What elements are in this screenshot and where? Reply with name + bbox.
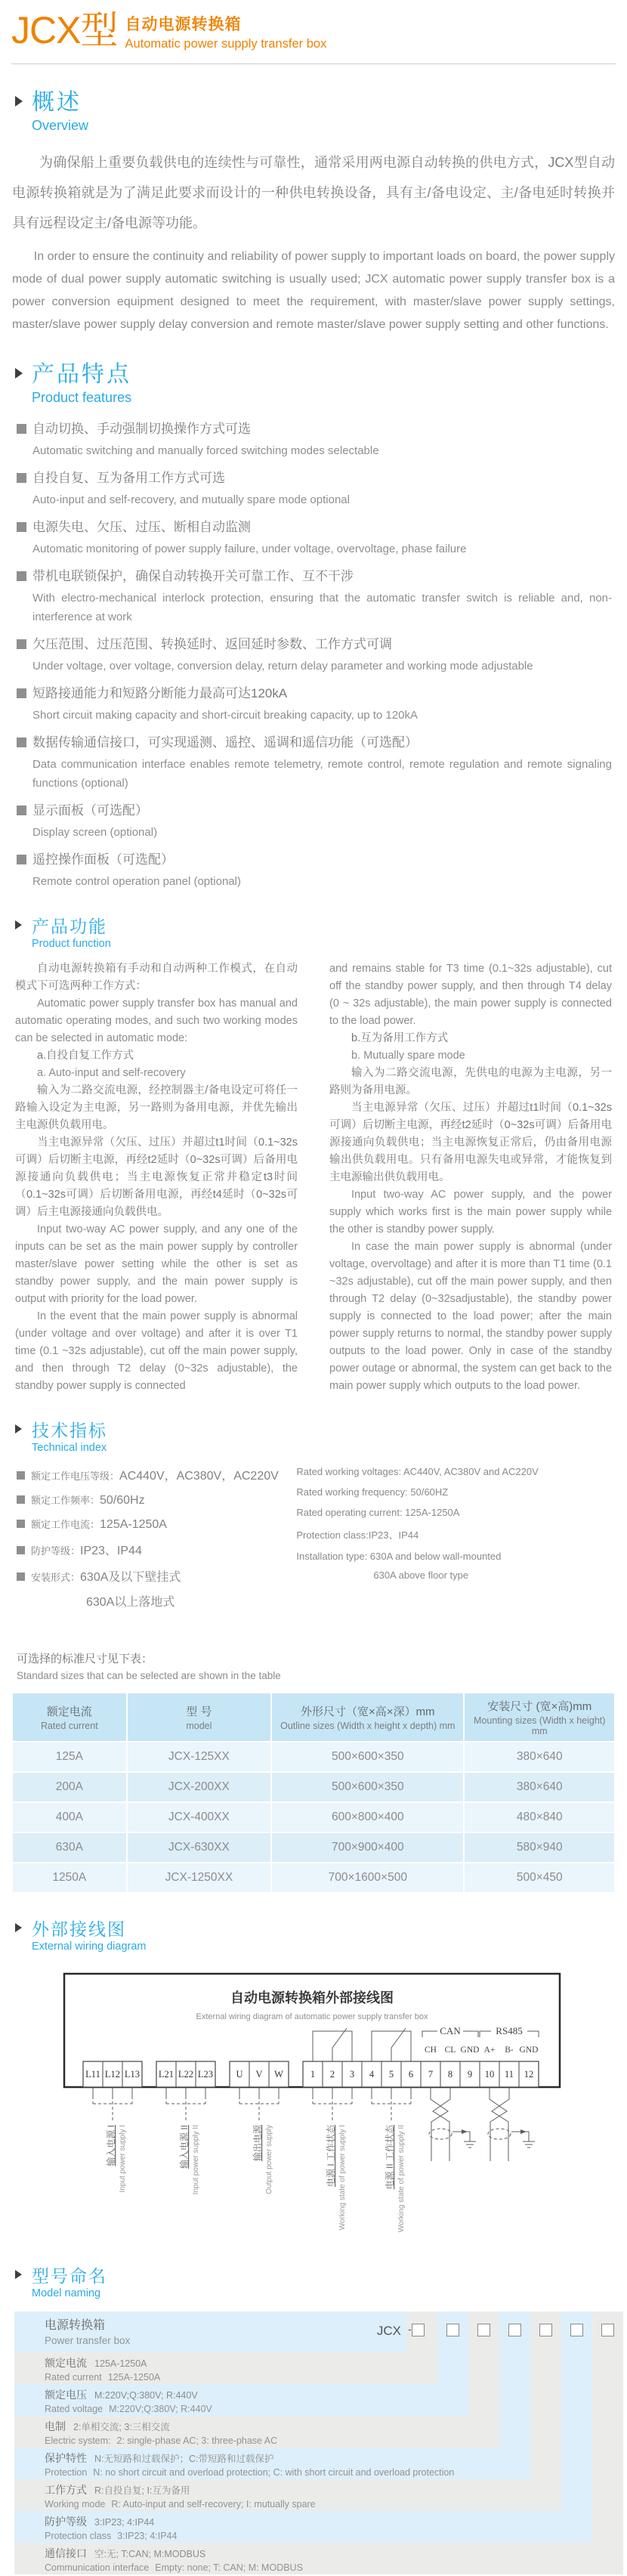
- svg-text:12: 12: [524, 2069, 534, 2080]
- feature-item: 自动切换、手动强制切换操作方式可选 Automatic switching and manually forced switching modes selectable: [17, 418, 612, 460]
- naming-row: 通信接口 空:无; T:CAN; M:MODBUS Communication interface Empty: none; T: CAN; M: MODBUS: [14, 2543, 623, 2574]
- square-bullet-icon: [17, 1546, 25, 1554]
- svg-text:W: W: [274, 2069, 283, 2080]
- svg-text:GND: GND: [519, 2046, 539, 2055]
- feature-item: 数据传输通信接口，可实现遥测、遥控、遥调和遥信功能（可选配） Data communication interface enables remote telemetry, remote control, remote regulation and remote signaling functions (optional): [17, 731, 612, 793]
- digit-box-4: [508, 2323, 521, 2336]
- square-bullet-icon: [17, 639, 26, 649]
- header-divider: [11, 63, 616, 64]
- triangle-icon: [15, 368, 23, 379]
- naming-row: 额定电压 M:220V;Q:380V; R:440V Rated voltage M:220V;Q:380V; R:440V: [14, 2384, 468, 2416]
- feature-list: [17, 418, 612, 891]
- square-bullet-icon: [17, 522, 26, 532]
- section-tech-heading: [14, 1421, 627, 1454]
- digit-box-5: [539, 2323, 552, 2336]
- naming-strip-7: [592, 2312, 623, 2574]
- feature-item: 带机电联锁保护，确保自动转换开关可靠工作、互不干涉 With electro-mechanical interlock protection, ensuring that the automatic transfer switch is reliable and, non-interference at work: [17, 565, 612, 626]
- function-left-column: 自动电源转换箱有手动和自动两种工作模式，在自动模式下可选两种工作方式： Automatic power supply transfer box has manual and automatic operating modes, and such two working modes can be selected in automatic mode: a.自投自复工作方式 a. Auto-input and self-recovery 输入为二路交流电源，经控制器主/备电设定可将任一路输入设定为主电源，另一路则为备用电源，并优先输出主电源供负载用电。 当主电源异常（欠压、过压）并超过t1时间（0.1~32s可调）后切断主电源，再经t2延时（0~32s可调）后备用电源接通向负载供电；当主电源恢复正常并稳定t3时间（0.1~32s可调）后切断备用电源，再经t4延时（0~32s可调）后主电源接通向负载供电。 Input two-way AC power supply, and any one of the inputs can be set as the main power supply by controller master/slave power setting while the other is set as standby power supply, and the main power supply is output with priority for the load power. In the event that the main power supply is abnormal (under voltage and over voltage) and after it is over T1 time (0.1 ~32s adjustable), cut off the main power supply, and then through T2 delay (0~32s adjustable), the standby power supply is connected: [15, 963, 298, 1392]
- table-row: 200A JCX-200XX 500×600×350 380×640: [12, 1772, 615, 1802]
- section-title-en: Technical index: [32, 1442, 107, 1454]
- naming-strip-6: [561, 2312, 592, 2543]
- model-code: JCX: [376, 2324, 401, 2338]
- function-columns: [15, 960, 612, 1395]
- svg-text:Input power supply II: Input power supply II: [192, 2125, 200, 2195]
- overview-paragraph-en: In order to ensure the continuity and reliability of power supply to important loads on board, the power supply mode of dual power supply automatic switching is usually used; JCX automatic power supply transfer box is a power conversion equipment designed to meet the requirement, with master/slave power supply settings, master/slave power supply delay conversion and remote master/slave power supply setting and other functions.: [12, 250, 615, 331]
- table-row: 1250A JCX-1250XX 700×1600×500 500×450: [12, 1863, 615, 1893]
- tech-item: 额定工作频率：50/60Hz: [17, 1492, 296, 1508]
- wiring-inner-title-en: External wiring diagram of automatic power supply transfer box: [196, 2012, 428, 2021]
- standard-sizes-table: [11, 1692, 616, 1894]
- wiring-inner-title-zh: 自动电源转换箱外部接线图: [230, 1990, 394, 2005]
- digit-placeholder-box: [412, 2324, 425, 2336]
- page-header: [0, 0, 627, 51]
- section-naming-heading: [14, 2266, 627, 2299]
- triangle-icon: [15, 920, 22, 929]
- svg-text:1: 1: [310, 2069, 316, 2080]
- svg-text:Working state of power supply: Working state of power supply II: [397, 2125, 406, 2233]
- section-overview-heading: [14, 90, 627, 134]
- section-title-en: External wiring diagram: [32, 1941, 147, 1953]
- svg-text:9: 9: [467, 2069, 473, 2080]
- svg-text:CL: CL: [444, 2046, 456, 2055]
- svg-text:GND: GND: [460, 2046, 480, 2055]
- naming-row: 额定电流 125A-1250A Rated current 125A-1250A: [14, 2352, 437, 2384]
- square-bullet-icon: [17, 738, 26, 747]
- svg-text:8: 8: [447, 2069, 453, 2080]
- section-title: 概述: [32, 90, 82, 115]
- page-title: 自动电源转换箱: [125, 16, 242, 33]
- feature-item: 显示面板（可选配） Display screen (optional): [17, 799, 612, 842]
- digit-box-6: [570, 2323, 583, 2336]
- twisted-pair-can: [429, 2087, 476, 2161]
- tech-item: 额定工作电流：125A-1250A: [17, 1517, 296, 1532]
- svg-text:10: 10: [484, 2069, 495, 2080]
- digit-placeholder-box: [539, 2324, 552, 2336]
- table-row: 125A JCX-125XX 500×600×350 380×640: [12, 1742, 615, 1772]
- overview-paragraph-zh: 为确保船上重要负载供电的连续性与可靠性，通常采用两电源自动转换的供电方式，JCX型自动电源转换箱就是为了满足此要求而设计的一种供电转换设备，具有主/备电设定、主/备电延时转换并具有远程设定主/备电源等功能。: [12, 155, 615, 230]
- triangle-icon: [15, 2270, 22, 2279]
- tech-item: Rated working voltages: AC440V, AC380V and AC220V: [296, 1466, 539, 1477]
- table-row: 630A JCX-630XX 700×900×400 580×940: [12, 1832, 615, 1863]
- digit-box-3: [477, 2323, 490, 2336]
- square-bullet-icon: [17, 855, 26, 864]
- svg-text:5: 5: [388, 2069, 394, 2080]
- wiring-diagram: [11, 1971, 627, 2240]
- digit-placeholder-box: [570, 2324, 583, 2336]
- section-wiring-heading: [14, 1919, 627, 1953]
- feature-item: 自投自复、互为备用工作方式可选 Auto-input and self-recovery, and mutually spare mode optional: [17, 467, 612, 509]
- svg-text:L22: L22: [178, 2069, 194, 2080]
- tech-item: 安装形式：630A及以下壁挂式 630A以上落地式: [17, 1567, 296, 1610]
- feature-item: 遥控操作面板（可选配） Remote control operation panel (optional): [17, 849, 612, 891]
- section-title: 技术指标: [32, 1421, 107, 1440]
- section-features-heading: [14, 362, 627, 406]
- svg-text:3: 3: [349, 2069, 355, 2080]
- page-title-en: Automatic power supply transfer box: [125, 37, 327, 51]
- svg-text:电源 II 工作状态: 电源 II 工作状态: [385, 2125, 395, 2190]
- svg-text:Working state of power supply: Working state of power supply I: [338, 2125, 347, 2231]
- svg-text:V: V: [255, 2069, 263, 2080]
- section-title-en: Product function: [32, 938, 111, 950]
- tech-item: 防护等级：IP23、IP44: [17, 1541, 296, 1558]
- svg-text:11: 11: [504, 2069, 514, 2080]
- section-title-en: Model naming: [32, 2287, 101, 2299]
- square-bullet-icon: [17, 571, 26, 581]
- group-brackets: [93, 2096, 411, 2120]
- can-bus-label: CAN: [440, 2025, 461, 2036]
- svg-text:L11: L11: [85, 2069, 100, 2080]
- section-title-en: Overview: [32, 118, 89, 133]
- digit-placeholder-box: [446, 2324, 459, 2336]
- naming-row: 工作方式 R:自投自复; I:互为备用 Working mode R: Auto-input and self-recovery; I: mutually spare: [14, 2479, 561, 2511]
- svg-text:输入电源 II: 输入电源 II: [179, 2125, 190, 2169]
- svg-text:电源 I 工作状态: 电源 I 工作状态: [326, 2125, 336, 2188]
- digit-placeholder-box: [508, 2324, 521, 2336]
- digit-placeholder-box: [477, 2324, 490, 2336]
- tech-right-column: [296, 1466, 612, 1619]
- digit-box-1: -: [408, 2323, 425, 2336]
- svg-text:CH: CH: [425, 2046, 437, 2055]
- square-bullet-icon: [17, 688, 26, 698]
- twisted-pair-rs485: [488, 2087, 535, 2161]
- function-right-column: and remains stable for T3 time (0.1~32s adjustable), cut off the standby power supply, and then through T4 delay (0 ~ 32s adjustable), the main power supply is connected to the load power. b.互为备用工作方式 b. Mutually spare mode 输入为二路交流电源，先供电的电源为主电源，另一路则为备用电源。 当主电源异常（欠压、过压）并超过t1时间（0.1~32s可调）后切断主电源，再经t2延时（0~32s可调）后备用电源接通向负载供电；当主电源恢复正常后，仍由备用电源输出供负载用电。只有备用电源失电或异常，才能恢复到主电源输出供负载用电。 Input two-way AC power supply, and the power supply which works first is the main power supply while the other is standby power supply. In case the main power supply is abnormal (under voltage, overvoltage) and after it is more than T1 time (0.1 ~32s adjustable), cut off the main power supply, and then through T2 delay (0~32sadjustable), the standby power supply is connected to the load power; after the main power supply returns to normal, the standby power supply outputs to the load power. Only in case of the standby power outage or abnormal, the system can get back to the main power supply which outputs to the load power.: [329, 963, 612, 1392]
- product-model: JCX型: [11, 9, 118, 51]
- svg-text:4: 4: [369, 2069, 375, 2080]
- model-naming-diagram: [14, 2312, 624, 2576]
- square-bullet-icon: [17, 1471, 25, 1480]
- svg-text:L12: L12: [104, 2069, 121, 2080]
- triangle-icon: [15, 96, 23, 107]
- square-bullet-icon: [17, 473, 26, 483]
- naming-row: 防护等级 3:IP23; 4:IP44 Protection class 3:IP23; 4:IP44: [14, 2511, 592, 2543]
- svg-text:L13: L13: [124, 2069, 141, 2080]
- tech-item: Installation type: 630A and below wall-mounted 630A above floor type: [296, 1551, 502, 1581]
- svg-text:L21: L21: [158, 2069, 175, 2080]
- tech-item: Rated operating current: 125A-1250A: [296, 1507, 460, 1518]
- tech-columns: [17, 1466, 612, 1619]
- svg-text:输出电源: 输出电源: [252, 2125, 263, 2162]
- square-bullet-icon: [17, 1573, 25, 1581]
- svg-text:Input power supply I: Input power supply I: [119, 2125, 127, 2193]
- section-title: 型号命名: [32, 2266, 107, 2286]
- feature-item: 短路接通能力和短路分断能力最高可达120kA Short circuit making capacity and short-circuit breaking capacity, up to 120kA: [17, 682, 612, 725]
- digit-box-2: [446, 2323, 459, 2336]
- square-bullet-icon: [17, 806, 26, 815]
- table-row: 400A JCX-400XX 600×800×400 480×840: [12, 1802, 615, 1832]
- feature-item: 欠压范围、过压范围、转换延时、返回延时参数、工作方式可调 Under voltage, over voltage, conversion delay, return delay parameter and working mode adjustable: [17, 633, 612, 676]
- square-bullet-icon: [17, 424, 26, 434]
- section-title: 产品特点: [32, 362, 131, 387]
- tech-item: Rated working frequency: 50/60HZ: [296, 1486, 449, 1498]
- svg-text:L23: L23: [197, 2069, 214, 2080]
- digit-box-7: [601, 2323, 614, 2336]
- svg-text:6: 6: [408, 2069, 414, 2080]
- naming-row: 电源转换箱 Power transfer box: [14, 2312, 406, 2352]
- wiring-diagram-svg: [11, 1971, 616, 2237]
- section-title-en: Product features: [32, 390, 132, 405]
- terminal-stubs: [93, 2087, 411, 2096]
- square-bullet-icon: [17, 1520, 25, 1528]
- feature-item: 电源失电、欠压、过压、断相自动监测 Automatic monitoring of power supply failure, under voltage, overvoltage, phase failure: [17, 516, 612, 558]
- naming-row: 电制 2:单相交流; 3:三相交流 Electric system: 2: single-phase AC; 3: three-phase AC: [14, 2416, 499, 2448]
- svg-text:U: U: [236, 2069, 243, 2080]
- rs485-bus-label: RS485: [496, 2025, 523, 2036]
- section-function-heading: [14, 917, 627, 950]
- svg-text:输入电源 I: 输入电源 I: [106, 2125, 116, 2166]
- triangle-icon: [15, 1923, 22, 1932]
- svg-text:A+: A+: [483, 2046, 496, 2055]
- tech-item: 额定工作电压等级：AC440V，AC380V，AC220V: [17, 1466, 296, 1483]
- sizes-note-zh: 可选择的标准尺寸见下表：: [17, 1653, 153, 1665]
- svg-text:B-: B-: [505, 2046, 514, 2055]
- svg-text:7: 7: [428, 2069, 434, 2080]
- digit-placeholder-box: [601, 2324, 614, 2336]
- svg-text:Output power supply: Output power supply: [265, 2125, 273, 2194]
- section-title: 外部接线图: [32, 1919, 126, 1939]
- tech-left-column: [17, 1466, 296, 1619]
- sizes-note-en: Standard sizes that can be selected are shown in the table: [17, 1670, 281, 1681]
- svg-text:2: 2: [329, 2069, 335, 2080]
- naming-row: 保护特性 N:无短路和过载保护；C:带短路和过载保护 Protection N: no short circuit and overload protection; C: with short circuit and overload protection: [14, 2448, 530, 2479]
- group-labels: [105, 2124, 406, 2232]
- section-title: 产品功能: [32, 917, 107, 936]
- table-header-row: 额定电流 Rated current 型 号 model 外形尺寸（宽×高×深）mm Outline sizes (Width x height x depth) mm 安装尺寸 (宽×高)mm Mounting sizes (Width x height) mm: [12, 1693, 615, 1742]
- triangle-icon: [15, 1424, 22, 1433]
- square-bullet-icon: [17, 1495, 25, 1504]
- tech-item: Protection class:IP23、IP44: [296, 1529, 419, 1541]
